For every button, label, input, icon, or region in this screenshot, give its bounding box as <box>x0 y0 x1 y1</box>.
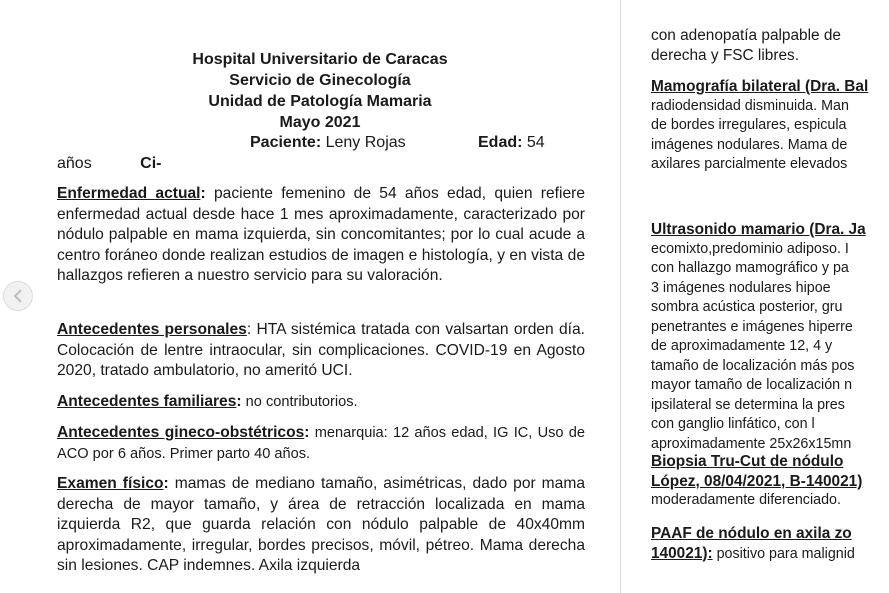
section-enfermedad-actual: Enfermedad actual: paciente femenino de 54 años edad, quien refiere enfermedad actual desde hace 1 mes aproximadamente, caracterizado por nódulo palpable en mama izquierda, sin concomitantes; por lo cual acude a centro foráneo donde realizan estudios de imagen e histología, y en vista de hallazgos refieren a nuestro servicio para su valoración. <box>57 185 585 284</box>
hospital-name: Hospital Universitario de Caracas <box>192 51 448 68</box>
examen-text: mamas de mediano tamaño, asimétricas, dado por mama derecha de mayor tamaño, y área de retracción localizada en mama izquierda R2, que guarda relación con nódulo palpable de 40x40mm aproximadamente, irregular, bordes precisos, móvil, pétreo. Mama derecha sin lesiones. CAP indemnes. Axila izquierda <box>57 475 585 574</box>
patient-label: Paciente: <box>250 134 322 151</box>
document-page-right <box>620 0 889 593</box>
enfermedad-text: paciente femenino de 54 años edad, quien refiere enfermedad actual desde hace 1 mes aproximadamente, caracterizado por nódulo palpable en mama izquierda, sin concomitantes; por lo cual acude a centro foráneo donde realizan estudios de imagen e histología, y en vista de hallazgos refieren a nuestro servicio para su valoración. <box>57 185 585 284</box>
section-antecedentes-personales <box>57 320 585 382</box>
previous-page-button[interactable] <box>3 281 33 311</box>
section-ultrasonido: Ultrasonido mamario (Dra. Ja ecomixto,predominio adiposo. I con hallazgo mamográfico y pa 3 imágenes nodulares hipoe sombra acústica posterior, gru penetrantes e imágenes hiperre de aproximadamente 12, 4 y tamaño de localización más pos mayor tamaño de localización n ipsilateral se determina la pres con ganglio linfático, con l aproximadamente 25x26x15mn <box>651 220 889 454</box>
ci-label: Ci- <box>140 155 162 172</box>
gineco-heading: Antecedentes gineco-obstétricos <box>57 424 305 441</box>
axila-continuation: con adenopatía palpable de derecha y FSC libres. <box>651 27 841 64</box>
document-header <box>0 49 620 133</box>
section-examen-fisico: Examen físico: mamas de mediano tamaño, asimétricas, dado por mama derecha de mayor tamaño, y área de retracción localizada en mama izquierda R2, que guarda relación con nódulo palpable de 40x40mm aproximadamente, irregular, bordes precisos, móvil, pétreo. Mama derecha sin lesiones. CAP indemnes. Axila izquierda <box>57 475 585 574</box>
patient-name: Leny Rojas <box>325 134 406 151</box>
document-date: Mayo 2021 <box>279 114 361 131</box>
enfermedad-heading: Enfermedad actual <box>57 185 201 202</box>
familiares-text: no contributorios. <box>241 394 358 410</box>
section-paaf: PAAF de nódulo en axila zo 140021): positivo para malignid <box>651 525 855 562</box>
age-unit-line <box>57 154 161 174</box>
patient-line <box>250 133 406 153</box>
mamografia-heading: Mamografía bilateral (Dra. Bal <box>651 78 869 95</box>
section-antecedentes-familiares: Antecedentes familiares: no contributorios. <box>57 393 358 410</box>
age-unit: años <box>57 155 92 172</box>
gineco-text: menarquia: 12 años edad, IG IC, Uso de ACO por 6 años. Primer parto 40 años. <box>57 425 586 462</box>
service-name: Servicio de Ginecología <box>229 72 411 89</box>
unit-name: Unidad de Patología Mamaria <box>208 93 432 110</box>
ultrasonido-heading: Ultrasonido mamario (Dra. Ja <box>651 221 866 238</box>
examen-heading: Examen físico <box>57 475 164 492</box>
section-mamografia: Mamografía bilateral (Dra. Bal radiodensidad disminuida. Man de bordes irregulares, espicula imágenes nodulares. Mama de axilares parcialmente elevados <box>651 77 889 175</box>
age-value: 54 <box>526 134 545 151</box>
section-antecedentes-gineco: Antecedentes gineco-obstétricos: menarquia: 12 años edad, IG IC, Uso de ACO por 6 años. Primer parto 40 años. <box>57 424 586 462</box>
age-label: Edad: <box>478 134 523 151</box>
personales-text: : HTA sistémica tratada con valsartan orden día. Colocación de lentre intraocular, sin complicaciones. COVID-19 en Agosto 2020, tratado ambulatorio, no ameritó UCI. <box>57 321 585 379</box>
chevron-left-icon <box>12 289 24 303</box>
age-line <box>478 133 545 153</box>
section-biopsia: Biopsia Tru-Cut de nódulo López, 08/04/2021, B-140021) moderadamente diferenciado. <box>651 453 863 508</box>
personales-heading: Antecedentes personales <box>57 321 247 338</box>
familiares-heading: Antecedentes familiares <box>57 393 237 410</box>
